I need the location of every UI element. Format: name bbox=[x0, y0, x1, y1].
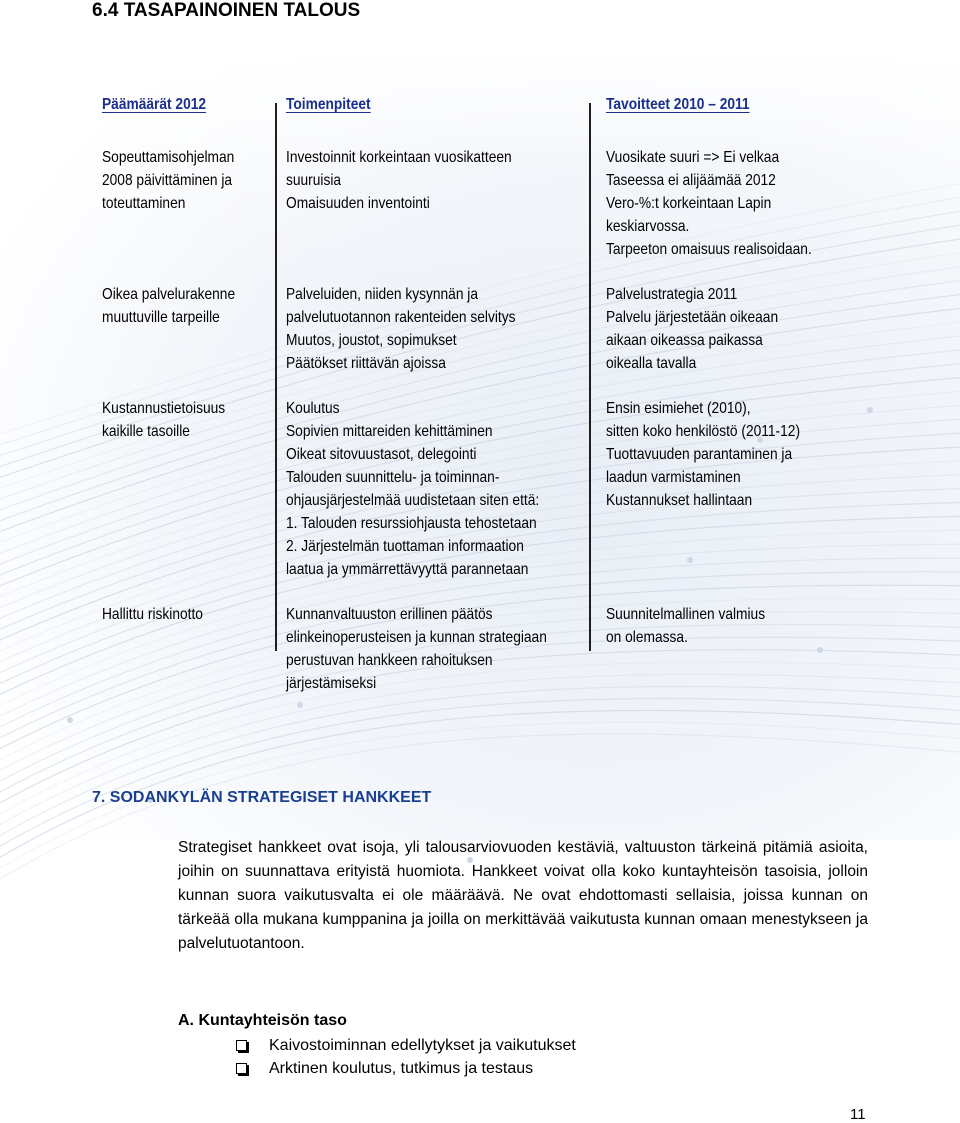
background-sparkle bbox=[67, 717, 73, 723]
table-row-2-actions: Palveluiden, niiden kysynnän ja palvelutuotannon rakenteiden selvitys Muutos, joustot, sopimukset Päätökset riittävän ajoissa bbox=[286, 286, 516, 372]
bullet-list bbox=[236, 1034, 576, 1080]
table-row-1-goal: Sopeuttamisohjelman 2008 päivittäminen ja toteuttaminen bbox=[102, 149, 235, 212]
section-7-paragraph: Strategiset hankkeet ovat isoja, yli talousarviovuoden kestäviä, valtuuston tärkeinä pitämiä asioita, joihin on suunnattava erityistä huomiota. Hankkeet voivat olla koko kuntayhteisön tasoisia, jolloin kunnan suora vaikutusvalta ei ole määräävä. Ne ovat ehdottomasti sellaisia, joissa kunnan on tärkeää olla mukana kumppanina ja joilla on merkittävää vaikutusta kunnan omaan menestykseen ja palvelutuotantoon. bbox=[178, 839, 868, 952]
list-item bbox=[236, 1034, 576, 1057]
list-item bbox=[236, 1057, 576, 1080]
column-header-actions: Toimenpiteet bbox=[286, 96, 371, 113]
subsection-a-heading: A. Kuntayhteisön taso bbox=[178, 1012, 347, 1029]
table-row-2-targets: Palvelustrategia 2011 Palvelu järjestetään oikeaan aikaan oikeassa paikassa oikealla tavalla bbox=[606, 286, 779, 372]
checkbox-bullet-icon bbox=[236, 1040, 247, 1051]
section-heading: 6.4 TASAPAINOINEN TALOUS bbox=[92, 0, 361, 21]
page-number: 11 bbox=[850, 1106, 866, 1123]
table-row-3-targets: Ensin esimiehet (2010), sitten koko henkilöstö (2011-12) Tuottavuuden parantaminen ja laadun varmistaminen Kustannukset hallintaan bbox=[606, 400, 801, 509]
background-sparkle bbox=[297, 702, 303, 708]
table-row-3-goal: Kustannustietoisuus kaikille tasoille bbox=[102, 400, 226, 440]
section-7-heading: 7. SODANKYLÄN STRATEGISET HANKKEET bbox=[92, 789, 432, 806]
background-sparkle bbox=[687, 557, 693, 563]
column-divider-right bbox=[589, 103, 591, 651]
checkbox-bullet-icon bbox=[236, 1063, 247, 1074]
background-sparkle bbox=[817, 647, 823, 653]
background-sparkle bbox=[867, 407, 873, 413]
column-header-goals: Päämäärät 2012 bbox=[102, 96, 207, 113]
table-row-4-targets: Suunnitelmallinen valmius on olemassa. bbox=[606, 606, 766, 646]
column-divider-left bbox=[275, 103, 277, 651]
table-row-3-actions: Koulutus Sopivien mittareiden kehittäminen Oikeat sitovuustasot, delegointi Talouden suunnittelu- ja toiminnan- ohjausjärjestelmää uudistetaan siten että: 1. Talouden resurssiohjausta tehostetaan 2. Järjestelmän tuottaman informaation laatua ja ymmärrettävyyttä parannetaan bbox=[286, 400, 540, 578]
list-item-text: Kaivostoiminnan edellytykset ja vaikutukset bbox=[269, 1036, 576, 1054]
table-row-1-targets: Vuosikate suuri => Ei velkaa Taseessa ei alijäämää 2012 Vero-%:t korkeintaan Lapin keskiarvossa. Tarpeeton omaisuus realisoidaan. bbox=[606, 149, 812, 258]
table-row-2-goal: Oikea palvelurakenne muuttuville tarpeille bbox=[102, 286, 236, 326]
column-header-targets: Tavoitteet 2010 – 2011 bbox=[606, 96, 750, 113]
table-row-1-actions: Investoinnit korkeintaan vuosikatteen suuruisia Omaisuuden inventointi bbox=[286, 149, 512, 212]
table-row-4-actions: Kunnanvaltuuston erillinen päätös elinkeinoperusteisen ja kunnan strategiaan perustuvan hankkeen rahoituksen järjestämiseksi bbox=[286, 606, 547, 692]
table-row-4-goal: Hallittu riskinotto bbox=[102, 606, 203, 623]
list-item-text: Arktinen koulutus, tutkimus ja testaus bbox=[269, 1059, 534, 1077]
